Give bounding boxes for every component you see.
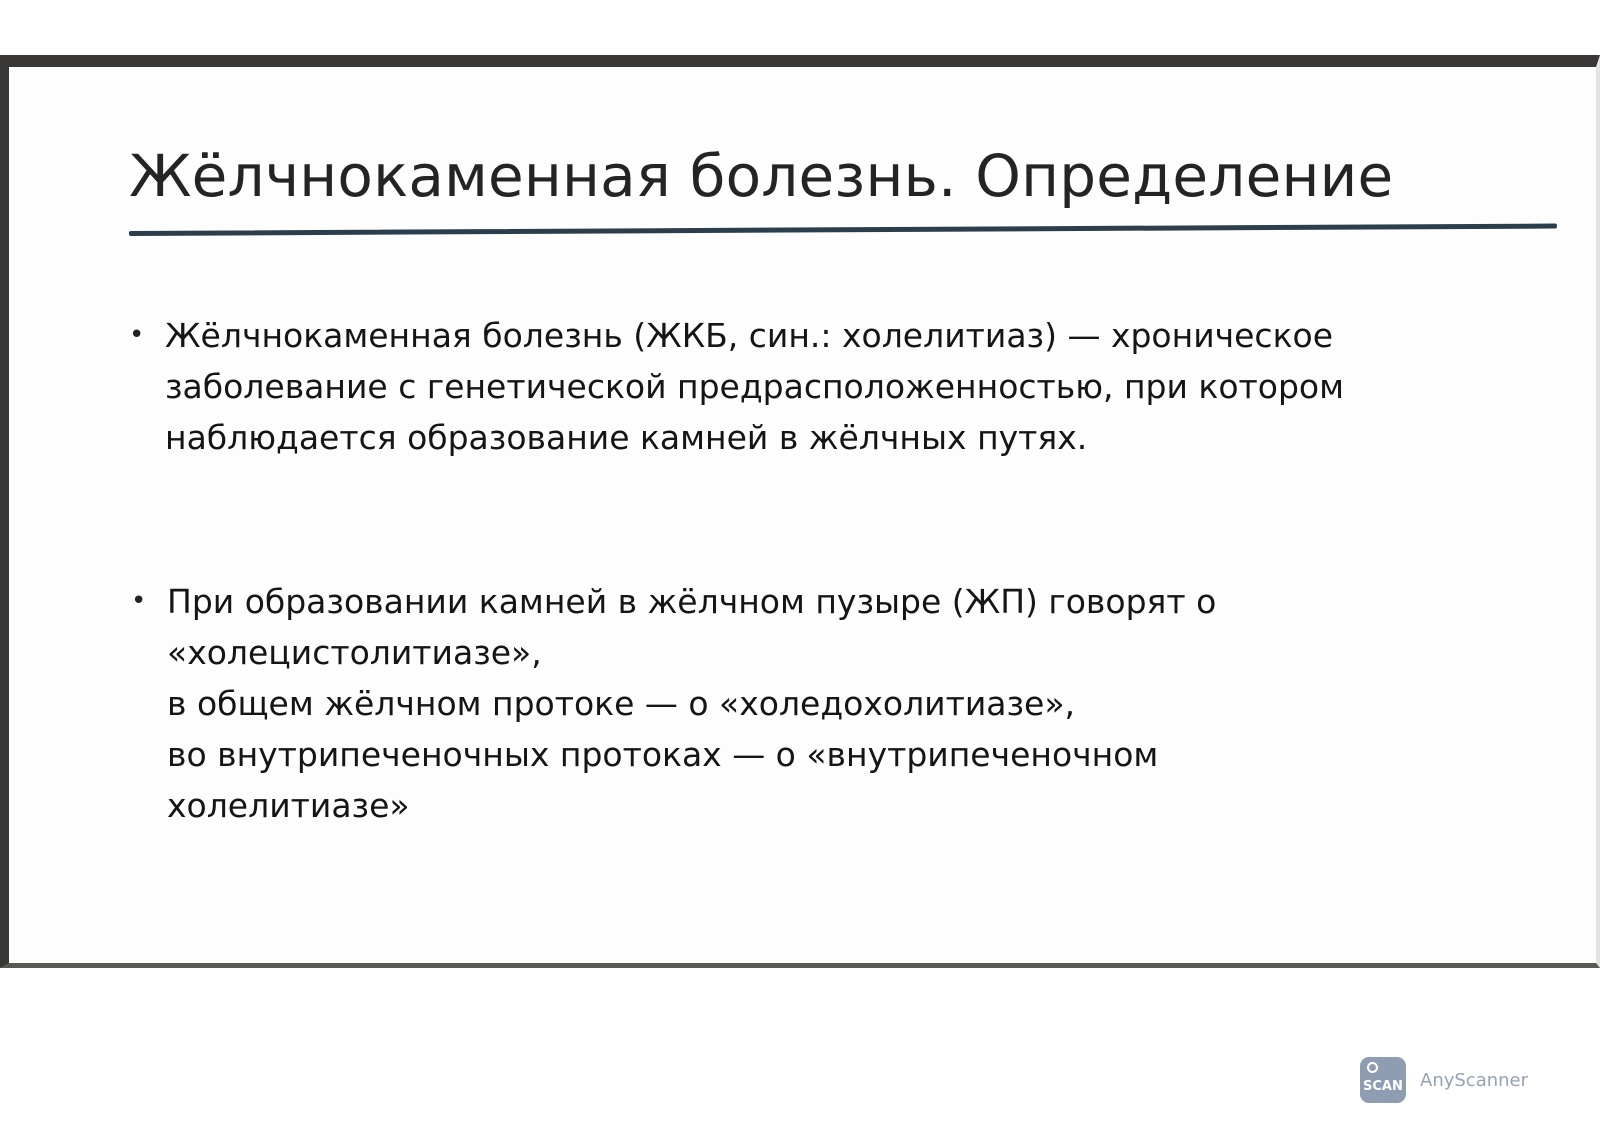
bullet-item-definition <box>129 310 1549 463</box>
anyscanner-logo-icon <box>1360 1057 1406 1103</box>
bullet-text <box>167 576 1451 831</box>
bullet-text <box>165 310 1549 463</box>
text-line: «холецистолитиазе», <box>167 633 542 672</box>
slide <box>0 55 1600 968</box>
bullet-marker: • <box>131 586 147 616</box>
slide-title: Жёлчнокаменная болезнь. Определение <box>129 142 1394 210</box>
text-line: во внутрипеченочных протоках — о «внутрипеченочном <box>167 735 1159 774</box>
scanner-watermark <box>1360 1056 1528 1104</box>
text-line: холелитиазе» <box>167 786 410 825</box>
watermark-app-name: AnyScanner <box>1420 1069 1529 1091</box>
text-line: в общем жёлчном протоке — о «холедохолитиазе», <box>167 684 1076 723</box>
title-underline <box>129 224 1557 236</box>
text-line: Жёлчнокаменная болезнь (ЖКБ, син.: холелитиаз) — хроническое <box>165 316 1334 355</box>
text-line: заболевание с генетической предрасположенностью, при котором <box>165 367 1344 406</box>
text-line: При образовании камней в жёлчном пузыре (ЖП) говорят о <box>167 582 1217 621</box>
text-line: наблюдается образование камней в жёлчных путях. <box>165 418 1088 457</box>
camera-lens-icon <box>1367 1062 1378 1073</box>
bullet-marker: • <box>129 320 145 350</box>
logo-text: SCAN <box>1363 1079 1403 1094</box>
bullet-item-localization <box>131 576 1451 831</box>
